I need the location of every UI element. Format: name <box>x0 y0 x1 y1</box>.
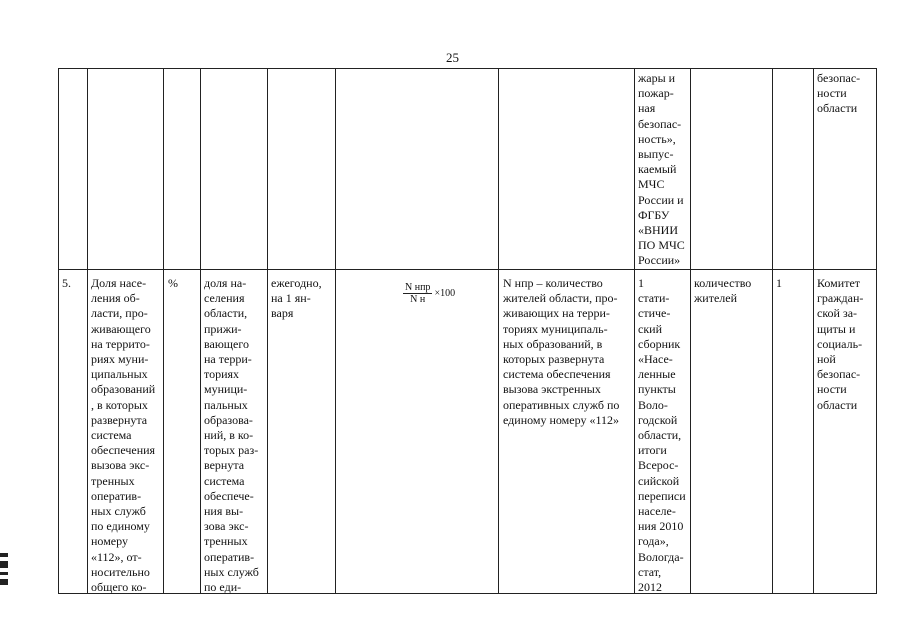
indicator-table <box>58 68 877 594</box>
row-number: 5. <box>62 276 71 290</box>
formula-denominator: N н <box>410 294 426 305</box>
column-border <box>267 68 268 594</box>
indicator-code: 1 <box>776 276 782 290</box>
unit-of-measure: % <box>168 276 178 290</box>
responsible-body: Комитет граждан- ской за- щиты и социаль- ной безопас- ности области <box>817 276 864 412</box>
prev-row-source: жары и пожар- ная безопас- ность», выпус- каемый МЧС России и ФГБУ «ВНИИ ПО МЧС России» <box>638 71 685 268</box>
table-bottom-border <box>58 593 877 594</box>
scan-mark <box>0 572 8 575</box>
column-border <box>163 68 164 594</box>
column-border <box>876 68 877 594</box>
column-border <box>813 68 814 594</box>
prev-row-responsible: безопас- ности области <box>817 71 861 116</box>
calculation-formula <box>403 282 455 305</box>
column-border <box>498 68 499 594</box>
scan-mark <box>0 579 8 585</box>
data-source: 1 стати- стиче- ский сборник «Насе- ленные пункты Воло- годской области, итоги Всерос- сийской переписи населе- ния 2010 года», Вологда- стат, 2012 <box>638 276 686 595</box>
column-border <box>634 68 635 594</box>
formula-variables: N нпр – количество жителей области, про- живающих на терри- ториях муниципаль- ных образований, в которых развернута система обеспечения вызова экстренных оперативных служб по единому номеру «112» <box>503 276 620 427</box>
column-border <box>58 68 59 594</box>
column-border <box>690 68 691 594</box>
indicator-definition: доля на- селения области, прижи- вающего на терри- ториях муници- пальных образова- ний, в ко- торых раз- вернута система обеспече- ния вы- зова экс- тренных оператив- ных служб по еди- <box>204 276 259 595</box>
scan-mark <box>0 553 8 557</box>
column-border <box>87 68 88 594</box>
page-number: 25 <box>446 50 459 65</box>
base-indicator: количество жителей <box>694 276 752 306</box>
row-divider <box>58 269 877 270</box>
column-border <box>335 68 336 594</box>
table-top-border <box>58 68 877 69</box>
scan-mark <box>0 561 8 568</box>
column-border <box>772 68 773 594</box>
formula-numerator: N нпр <box>405 282 431 293</box>
indicator-name: Доля насе- ления об- ласти, про- живающего на террито- риях муни- ципальных образований , в которых развернута система обеспечения вызова экс- тренных оператив- ных служб по единому номеру «112», от- носительно общего ко- <box>91 276 156 595</box>
column-border <box>200 68 201 594</box>
formula-multiplier: ×100 <box>434 288 456 299</box>
periodicity: ежегодно, на 1 ян- варя <box>271 276 322 321</box>
